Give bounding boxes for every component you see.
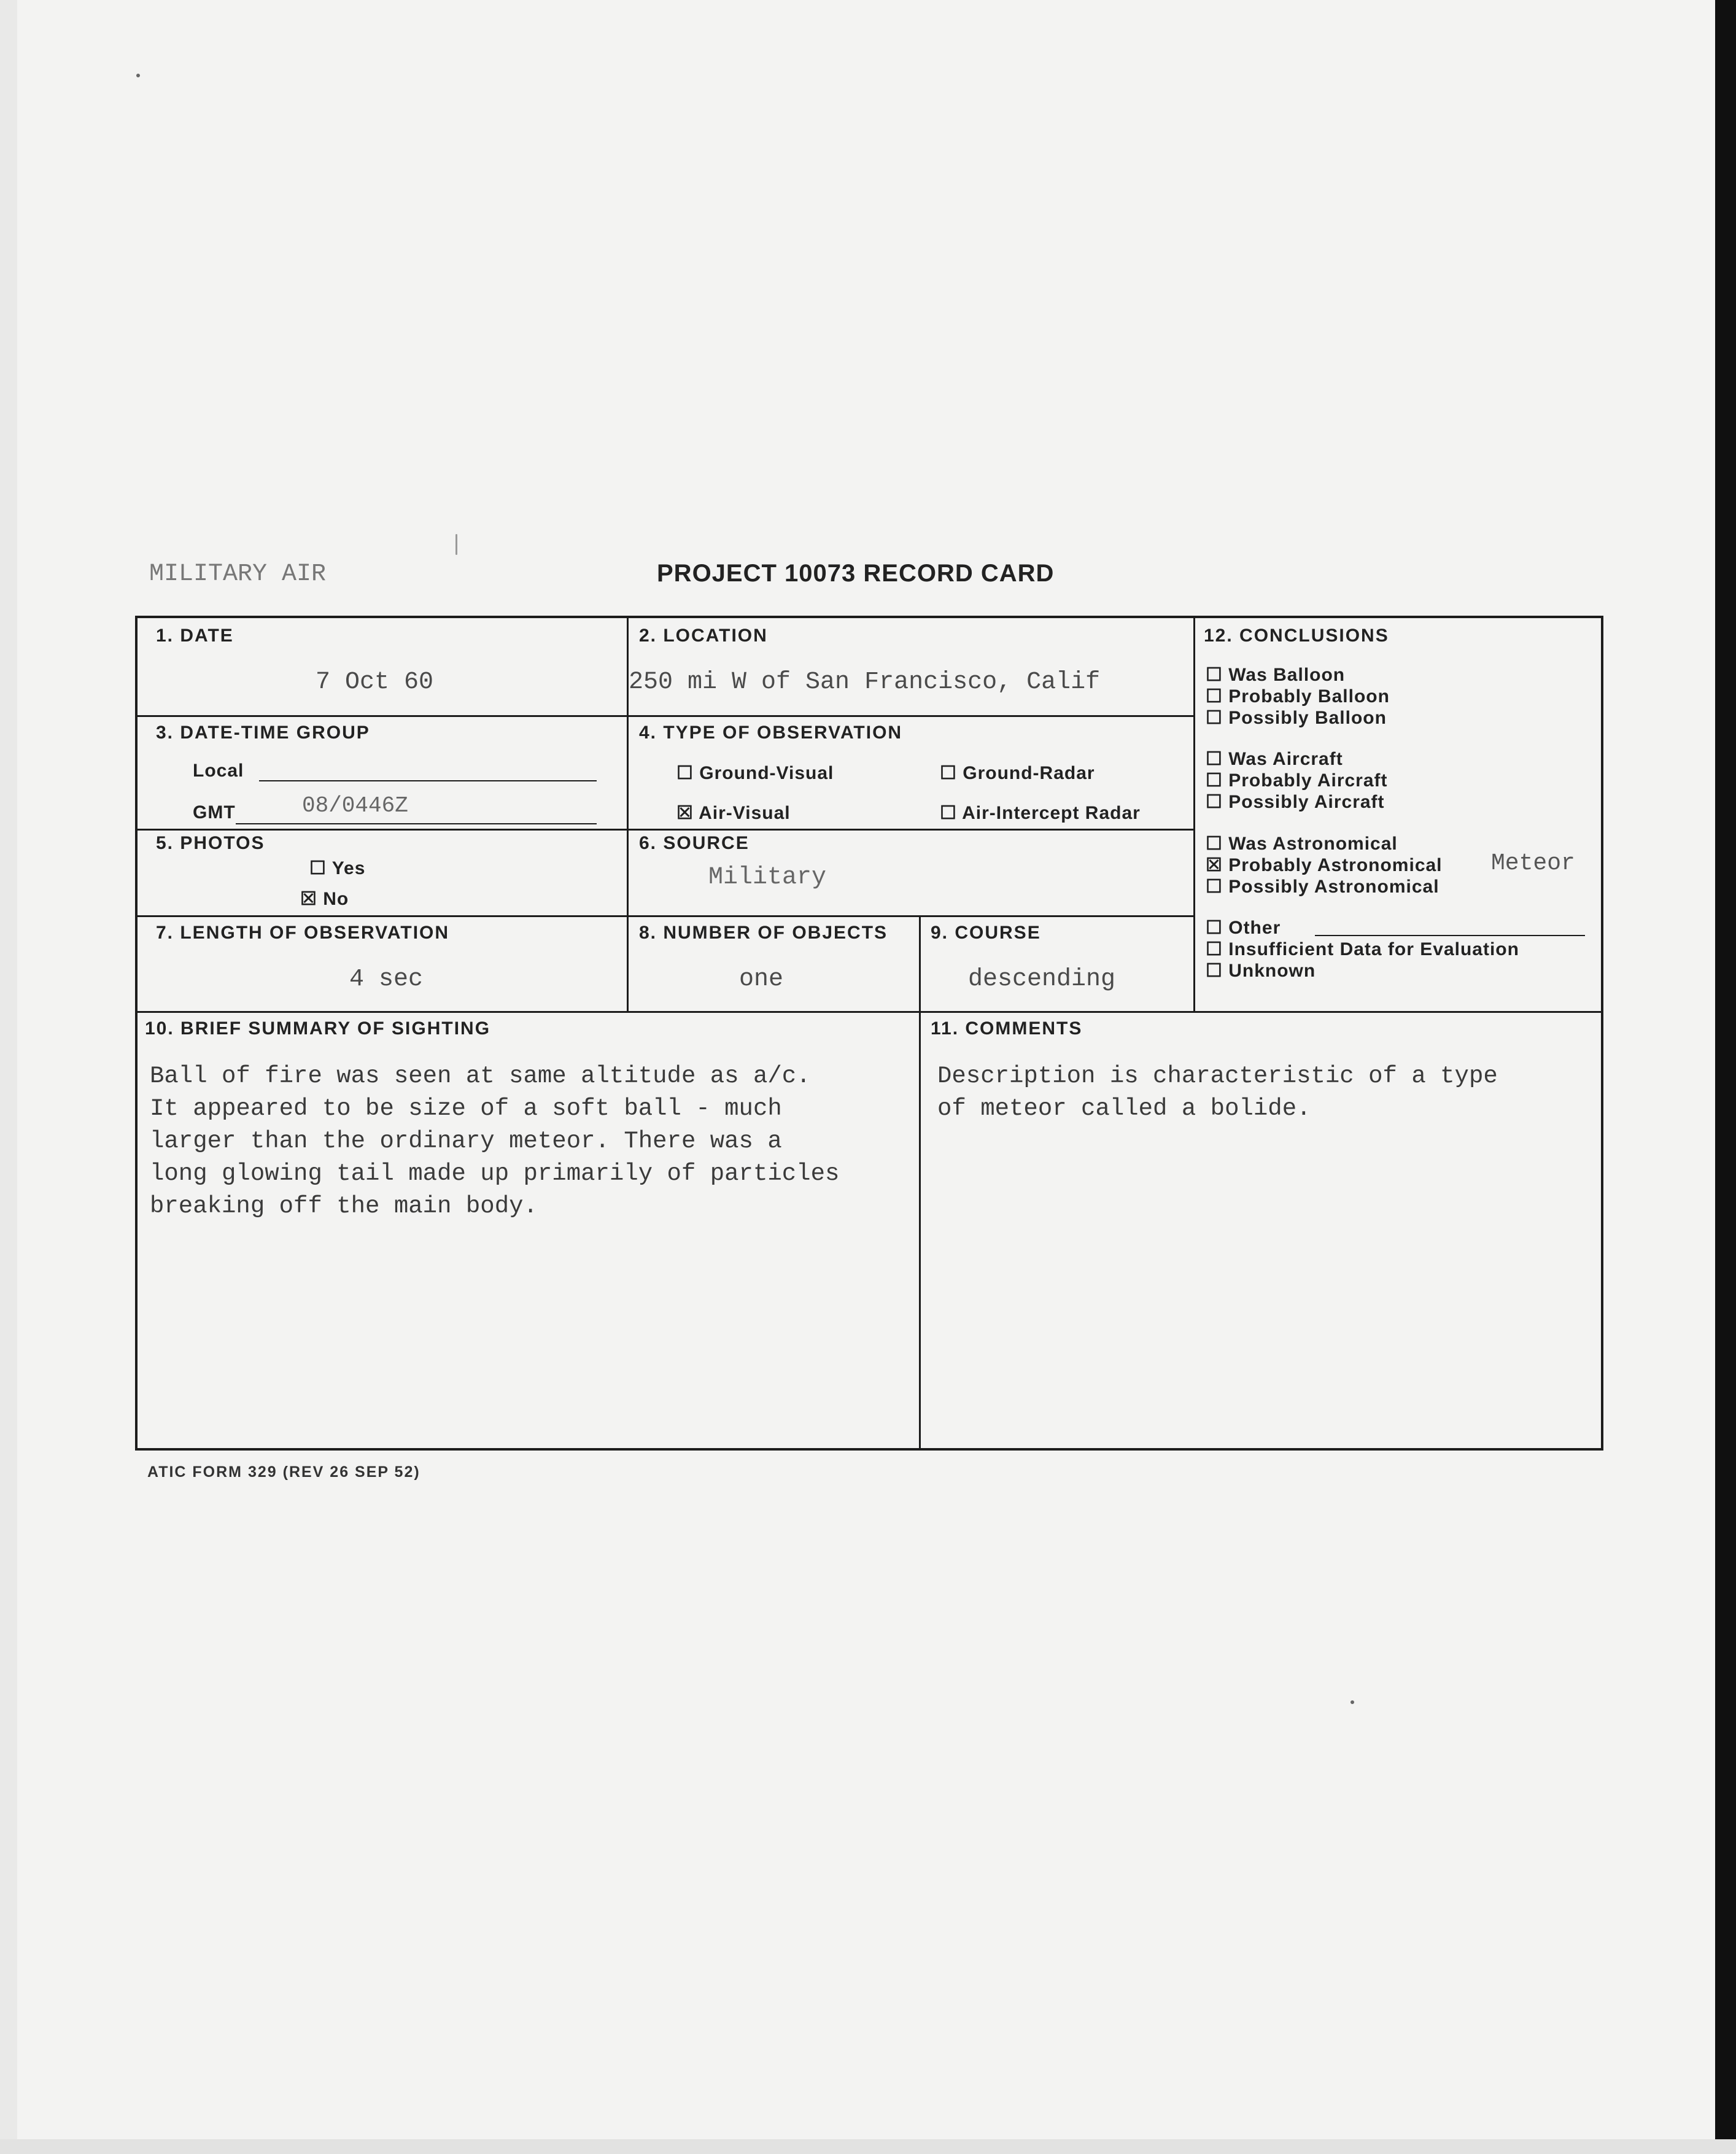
- scan-bottom-border: [0, 2139, 1736, 2154]
- type-observation-label: 4. TYPE OF OBSERVATION: [639, 723, 903, 743]
- record-card: [135, 616, 1603, 1451]
- conclusion-was-aircraft: ☐ Was Aircraft: [1206, 749, 1343, 769]
- course-value: descending: [968, 966, 1116, 993]
- source-value: Military: [708, 864, 827, 891]
- grid-line: [919, 915, 921, 1451]
- grid-line: [138, 715, 1193, 717]
- conclusions-label: 12. CONCLUSIONS: [1204, 626, 1389, 646]
- scan-right-border: [1715, 0, 1736, 2154]
- conclusion-insufficient-data: ☐ Insufficient Data for Evaluation: [1206, 939, 1519, 959]
- conclusion-probably-balloon: ☐ Probably Balloon: [1206, 686, 1390, 707]
- length-value: 4 sec: [349, 966, 424, 993]
- photos-yes-option: ☐ Yes: [309, 858, 366, 878]
- conclusion-other: ☐ Other: [1206, 918, 1281, 938]
- location-value: 250 mi W of San Francisco, Calif: [629, 668, 1101, 696]
- conclusion-was-astronomical: ☐ Was Astronomical: [1206, 834, 1398, 854]
- conclusion-possibly-aircraft: ☐ Possibly Aircraft: [1206, 792, 1385, 812]
- course-label: 9. COURSE: [931, 923, 1041, 943]
- local-blank: [259, 780, 597, 781]
- summary-text: Ball of fire was seen at same altitude as a/c. It appeared to be size of a soft ball - much larger than the ordinary meteor. There was a long glowing tail made up primarily of particles breaking off the main body.: [150, 1063, 840, 1220]
- typed-header: MILITARY AIR: [149, 560, 327, 588]
- scan-speck: [455, 534, 457, 555]
- astronomical-note: Meteor: [1491, 850, 1575, 877]
- location-label: 2. LOCATION: [639, 626, 768, 646]
- conclusion-was-balloon: ☐ Was Balloon: [1206, 665, 1346, 685]
- comments-label: 11. COMMENTS: [931, 1018, 1083, 1039]
- date-value: 7 Oct 60: [316, 668, 434, 696]
- scan-speck: [136, 74, 140, 77]
- gmt-label: GMT: [193, 802, 236, 823]
- air-visual-option: ☒ Air-Visual: [676, 803, 791, 823]
- scan-left-border: [0, 0, 17, 2154]
- num-objects-label: 8. NUMBER OF OBJECTS: [639, 923, 888, 943]
- comments-text: Description is characteristic of a type of meteor called a bolide.: [937, 1063, 1498, 1122]
- source-label: 6. SOURCE: [639, 833, 750, 853]
- scan-speck: [1350, 1700, 1354, 1704]
- photos-no-option: ☒ No: [300, 889, 349, 909]
- gmt-blank: [236, 823, 597, 824]
- other-blank: [1315, 935, 1585, 936]
- num-objects-value: one: [739, 966, 784, 993]
- photos-label: 5. PHOTOS: [156, 833, 265, 853]
- dtg-label: 3. DATE-TIME GROUP: [156, 723, 370, 743]
- conclusion-possibly-balloon: ☐ Possibly Balloon: [1206, 708, 1387, 728]
- conclusion-probably-aircraft: ☐ Probably Aircraft: [1206, 770, 1388, 791]
- conclusion-probably-astronomical: ☒ Probably Astronomical: [1206, 855, 1443, 875]
- grid-line: [138, 915, 1193, 917]
- form-number: ATIC FORM 329 (REV 26 SEP 52): [147, 1463, 420, 1481]
- page-title: PROJECT 10073 RECORD CARD: [657, 560, 1055, 587]
- summary-label: 10. BRIEF SUMMARY OF SIGHTING: [145, 1018, 491, 1039]
- ground-radar-option: ☐ Ground-Radar: [940, 763, 1095, 783]
- grid-line: [138, 1011, 1601, 1013]
- grid-line: [138, 829, 1193, 831]
- grid-line: [1193, 618, 1195, 1011]
- conclusion-possibly-astronomical: ☐ Possibly Astronomical: [1206, 877, 1440, 897]
- air-intercept-option: ☐ Air-Intercept Radar: [940, 803, 1141, 823]
- local-label: Local: [193, 761, 244, 781]
- conclusion-unknown: ☐ Unknown: [1206, 961, 1316, 981]
- ground-visual-option: ☐ Ground-Visual: [676, 763, 834, 783]
- date-label: 1. DATE: [156, 626, 234, 646]
- gmt-value: 08/0446Z: [302, 793, 408, 818]
- length-label: 7. LENGTH OF OBSERVATION: [156, 923, 450, 943]
